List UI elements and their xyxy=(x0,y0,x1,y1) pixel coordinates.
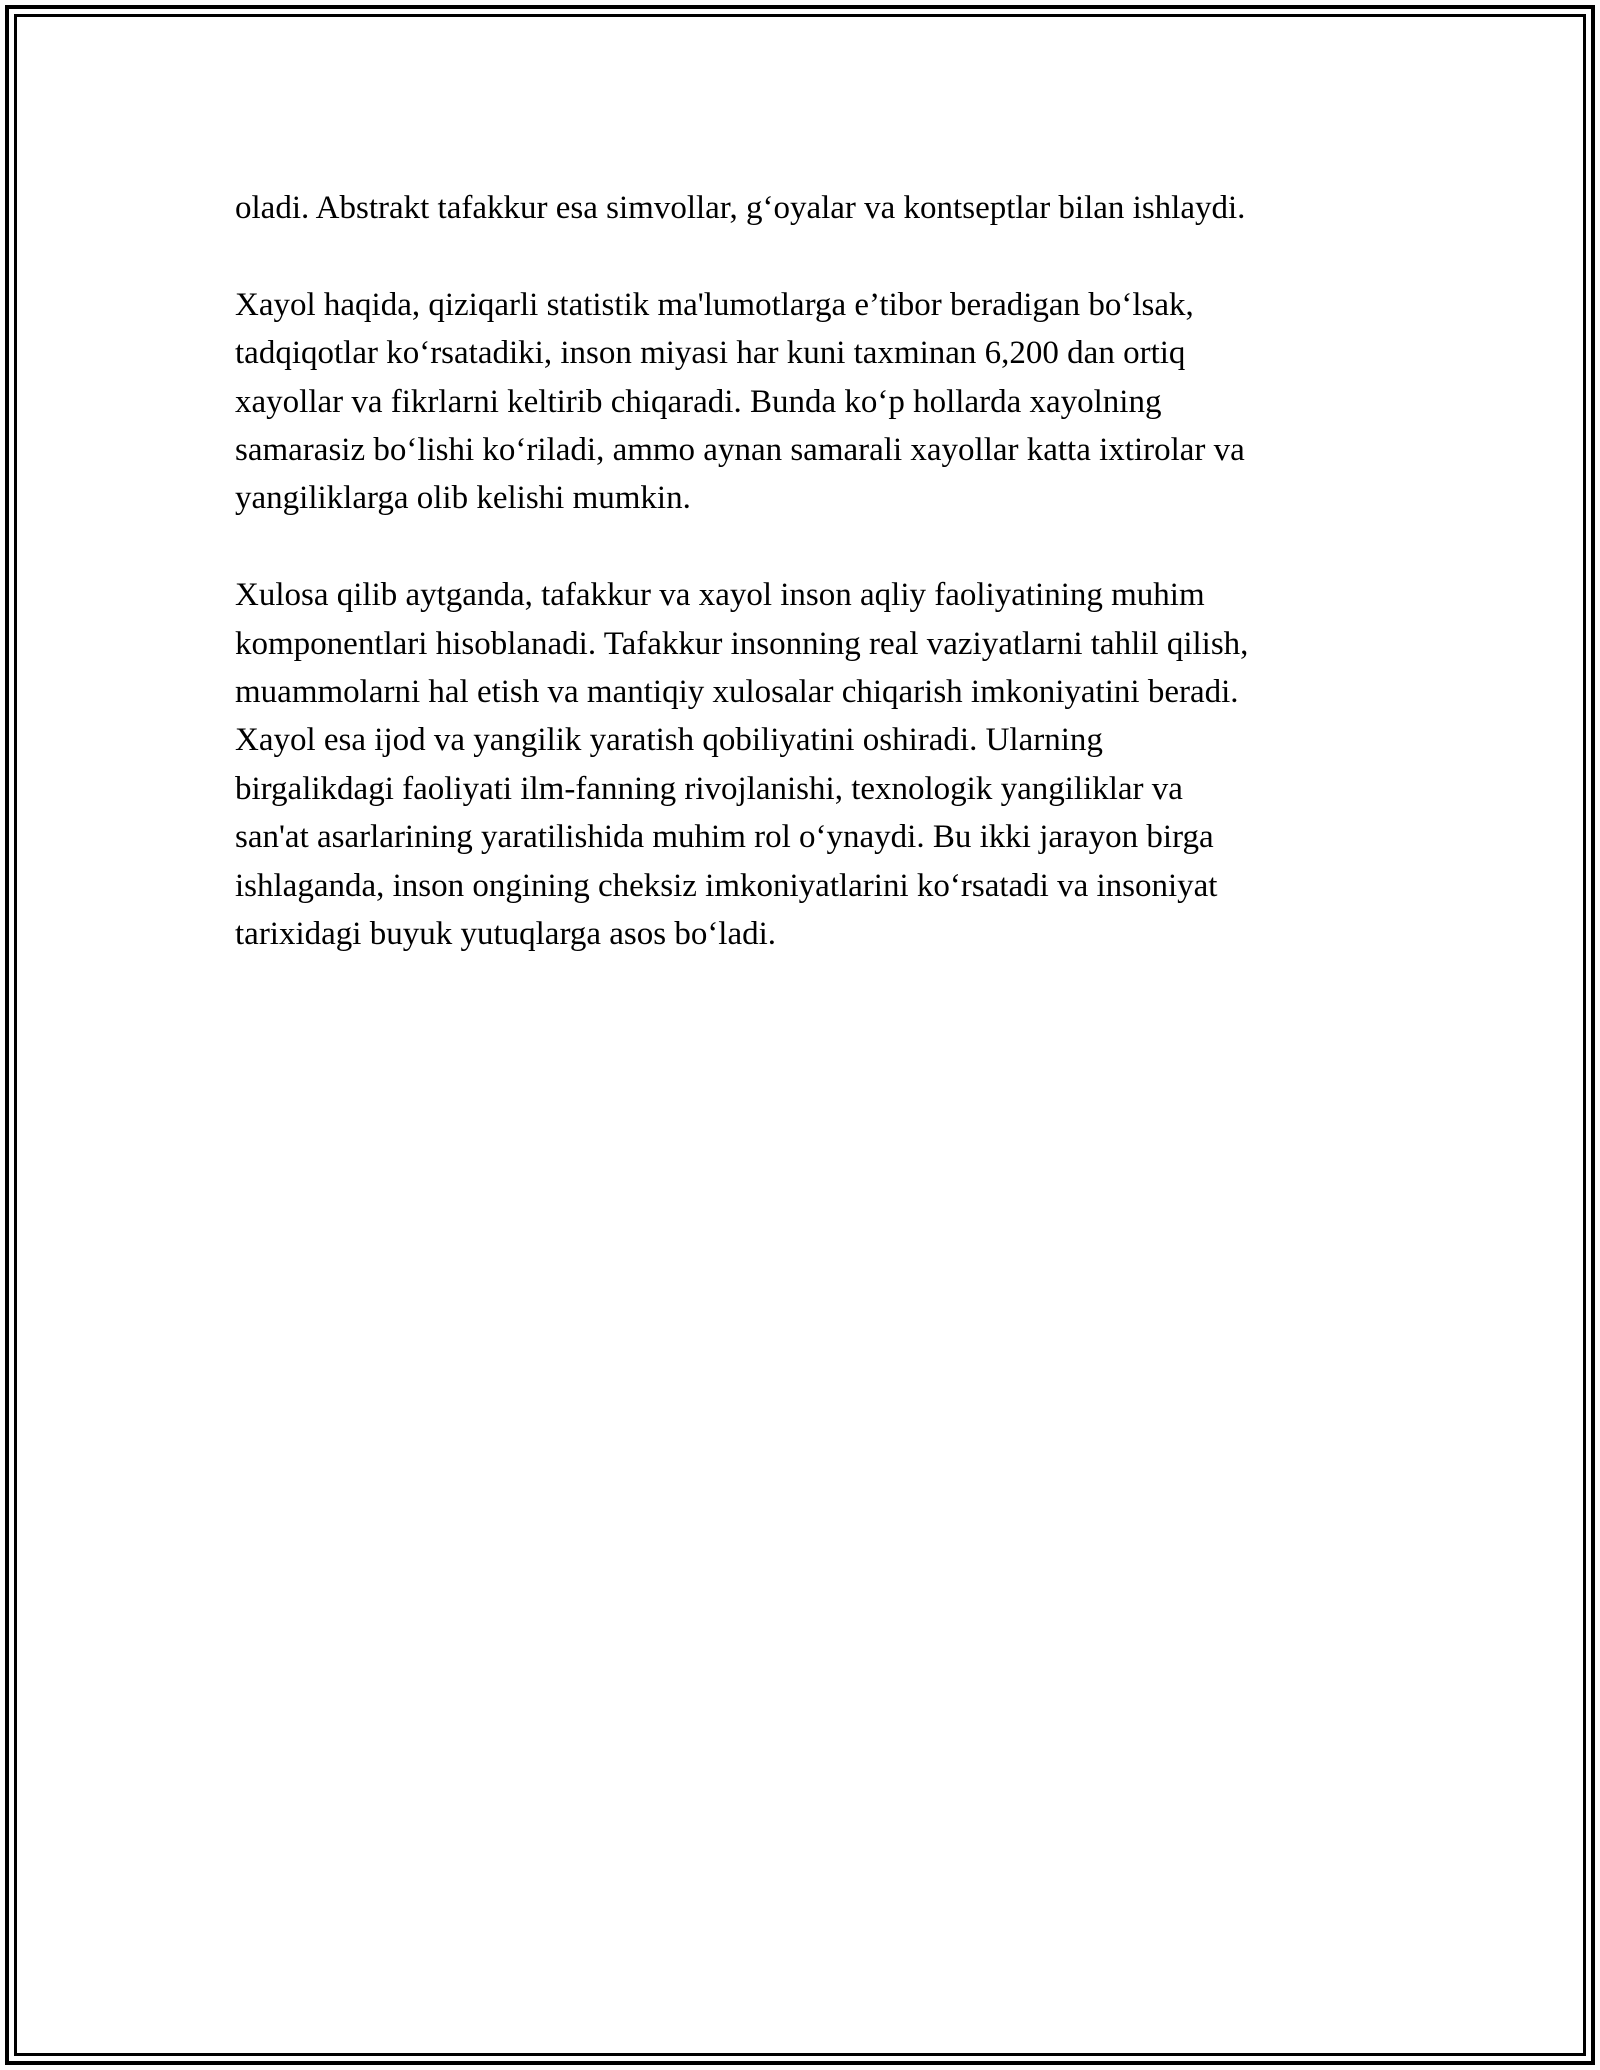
paragraph-line: oladi. Abstrakt tafakkur esa simvollar, g‘oyalar va kontseptlar bilan ishlaydi. xyxy=(235,190,1246,226)
paragraph-line: yangiliklarga olib kelishi mumkin. xyxy=(235,480,691,517)
document-body xyxy=(235,184,1375,1007)
paragraph-line: tarixidagi buyuk yutuqlarga asos bo‘ladi. xyxy=(235,916,777,953)
paragraph-line: samarasiz bo‘lishi ko‘riladi, ammo aynan samarali xayollar katta ixtirolar va xyxy=(235,432,1245,469)
paragraph-line: ishlaganda, inson ongining cheksiz imkoniyatlarini ko‘rsatadi va insoniyat xyxy=(235,867,1218,904)
paragraph-line: san'at asarlarining yaratilishida muhim rol o‘ynaydi. Bu ikki jarayon birga xyxy=(235,819,1214,856)
paragraph-3 xyxy=(235,571,1375,958)
paragraph-line: Xulosa qilib aytganda, tafakkur va xayol inson aqliy faoliyatining muhim xyxy=(235,577,1205,614)
paragraph-1 xyxy=(235,184,1375,232)
paragraph-line: birgalikdagi faoliyati ilm-fanning rivojlanishi, texnologik yangiliklar va xyxy=(235,770,1183,807)
paragraph-line: muammolarni hal etish va mantiqiy xulosalar chiqarish imkoniyatini beradi. xyxy=(235,674,1239,711)
paragraph-2 xyxy=(235,281,1375,523)
paragraph-line: komponentlari hisoblanadi. Tafakkur insonning real vaziyatlarni tahlil qilish, xyxy=(235,625,1249,662)
paragraph-line: Xayol esa ijod va yangilik yaratish qobiliyatini oshiradi. Ularning xyxy=(235,722,1103,759)
paragraph-line: xayollar va fikrlarni keltirib chiqaradi. Bunda ko‘p hollarda xayolning xyxy=(235,383,1162,420)
paragraph-line: Xayol haqida, qiziqarli statistik ma'lumotlarga e’tibor beradigan bo‘lsak, xyxy=(235,286,1194,323)
paragraph-line: tadqiqotlar ko‘rsatadiki, inson miyasi har kuni taxminan 6,200 dan ortiq xyxy=(235,335,1186,372)
